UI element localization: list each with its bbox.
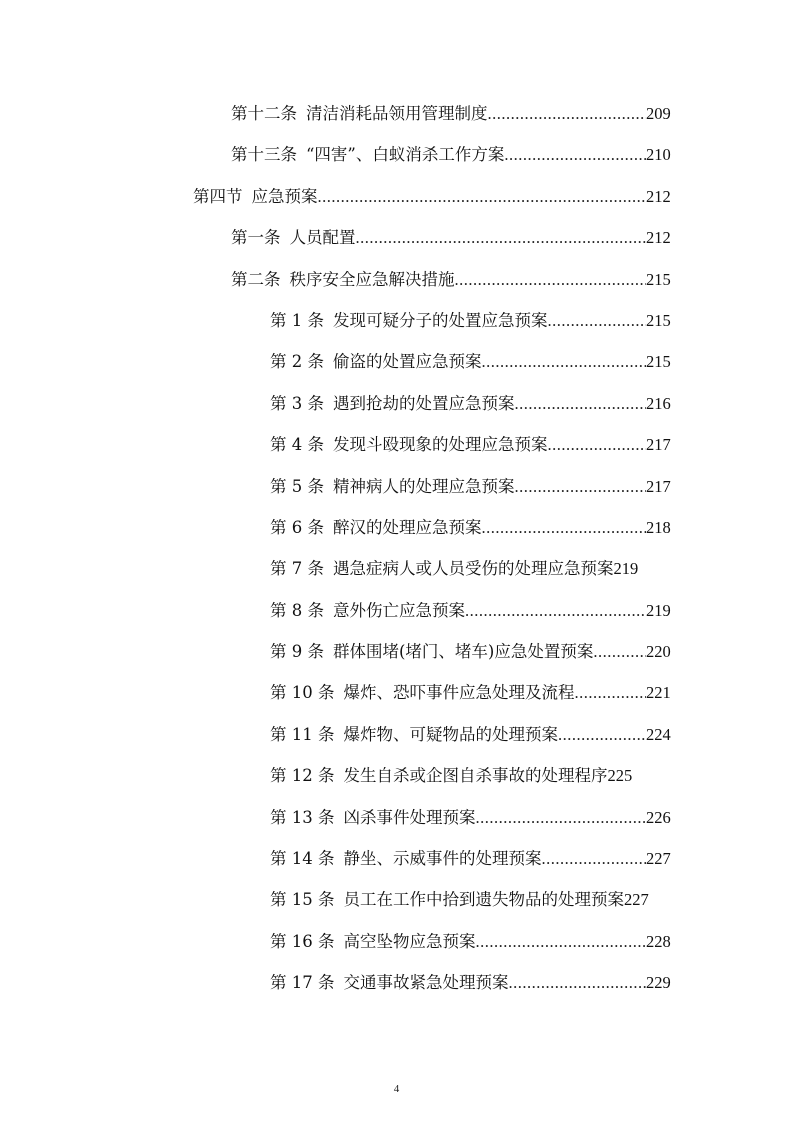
- toc-entry[interactable]: [0, 93, 793, 134]
- toc-entry-number: 第 14 条: [270, 849, 335, 869]
- toc-entry[interactable]: [0, 383, 793, 424]
- toc-dot-leader: [575, 672, 647, 713]
- toc-dot-leader: [593, 631, 646, 672]
- toc-entry[interactable]: [0, 259, 793, 300]
- toc-entry[interactable]: [0, 507, 793, 548]
- toc-entry-page: 225: [607, 766, 633, 786]
- toc-entry-number: 第 10 条: [270, 683, 335, 703]
- toc-entry-number: 第 17 条: [270, 973, 335, 993]
- toc-entry[interactable]: [0, 755, 793, 796]
- toc-entry-number: 第十三条: [231, 145, 297, 165]
- toc-dot-leader: [318, 176, 647, 217]
- toc-entry-number: 第 16 条: [270, 931, 335, 951]
- toc-dot-leader: [548, 300, 647, 341]
- toc-dot-leader: [542, 838, 647, 879]
- toc-dot-leader: [482, 507, 647, 548]
- toc-entry-number: 第 2 条: [270, 352, 324, 372]
- toc-entry-title: “四害”、白蚁消杀工作方案: [306, 145, 505, 165]
- toc-entry-number: 第 1 条: [270, 310, 324, 330]
- toc-dot-leader: [488, 93, 647, 134]
- toc-entry[interactable]: [0, 466, 793, 507]
- toc-entry-title: 遇到抢劫的处置应急预案: [333, 393, 515, 413]
- table-of-contents: [0, 93, 793, 1004]
- toc-entry[interactable]: [0, 921, 793, 962]
- toc-entry-title: 醉汉的处理应急预案: [333, 517, 482, 537]
- toc-entry-title: 应急预案: [251, 186, 318, 206]
- toc-entry[interactable]: [0, 300, 793, 341]
- toc-entry-title: 静坐、示威事件的处理预案: [343, 849, 542, 869]
- toc-entry-page: 217: [646, 435, 671, 455]
- toc-dot-leader: [515, 383, 647, 424]
- toc-entry-number: 第一条: [231, 228, 281, 248]
- toc-entry-page: 224: [646, 724, 671, 744]
- toc-entry[interactable]: [0, 962, 793, 1003]
- toc-entry[interactable]: [0, 176, 793, 217]
- toc-dot-leader: [548, 424, 647, 465]
- toc-entry[interactable]: [0, 341, 793, 382]
- toc-entry-page: 220: [646, 642, 671, 662]
- toc-entry-number: 第 6 条: [270, 517, 324, 537]
- toc-entry[interactable]: [0, 838, 793, 879]
- toc-entry-title: 爆炸、恐吓事件应急处理及流程: [343, 683, 575, 703]
- toc-entry-page: 219: [646, 600, 671, 620]
- toc-entry[interactable]: [0, 714, 793, 755]
- toc-entry-page: 227: [624, 890, 649, 910]
- toc-entry-page: 212: [646, 228, 671, 248]
- toc-entry-page: 227: [646, 849, 671, 869]
- toc-entry-title: 员工在工作中拾到遗失物品的处理预案: [343, 890, 624, 910]
- toc-entry-title: 发现可疑分子的处置应急预案: [333, 310, 548, 330]
- toc-entry-page: 221: [646, 683, 671, 703]
- toc-entry-title: 凶杀事件处理预案: [343, 807, 476, 827]
- toc-entry-page: 228: [646, 931, 671, 951]
- toc-entry-number: 第十二条: [231, 104, 297, 123]
- toc-entry-number: 第 4 条: [270, 435, 324, 455]
- toc-entry-number: 第 15 条: [270, 890, 335, 910]
- toc-entry-number: 第四节: [193, 186, 243, 206]
- toc-dot-leader: [465, 590, 646, 631]
- toc-entry-page: 219: [613, 559, 639, 579]
- toc-entry-number: 第 8 条: [270, 600, 324, 620]
- toc-entry-title: 人员配置: [289, 228, 356, 248]
- toc-dot-leader: [356, 217, 647, 258]
- toc-entry-title: 发现斗殴现象的处理应急预案: [333, 435, 548, 455]
- toc-entry[interactable]: [0, 797, 793, 838]
- toc-entry-page: 218: [646, 517, 671, 537]
- toc-entry-page: 229: [646, 973, 671, 993]
- toc-entry-number: 第 9 条: [270, 642, 324, 662]
- toc-entry[interactable]: [0, 424, 793, 465]
- toc-entry-page: 217: [646, 476, 671, 496]
- toc-entry-page: 210: [646, 145, 671, 165]
- toc-entry-title: 精神病人的处理应急预案: [333, 476, 515, 496]
- toc-entry-title: 交通事故紧急处理预案: [343, 973, 509, 993]
- toc-entry-page: 209: [646, 104, 671, 123]
- toc-dot-leader: [509, 962, 647, 1003]
- toc-entry-number: 第 7 条: [270, 559, 324, 579]
- toc-dot-leader: [558, 714, 646, 755]
- toc-entry-title: 高空坠物应急预案: [343, 931, 476, 951]
- toc-entry[interactable]: [0, 631, 793, 672]
- toc-dot-leader: [455, 259, 647, 300]
- toc-entry-number: 第 13 条: [270, 807, 335, 827]
- toc-entry-title: 意外伤亡应急预案: [333, 600, 465, 620]
- toc-entry-number: 第 12 条: [270, 766, 335, 786]
- toc-entry-title: 清洁消耗品领用管理制度: [306, 104, 488, 123]
- toc-entry-number: 第 3 条: [270, 393, 324, 413]
- toc-dot-leader: [476, 921, 647, 962]
- toc-entry[interactable]: [0, 590, 793, 631]
- toc-entry[interactable]: [0, 879, 793, 920]
- toc-entry[interactable]: [0, 134, 793, 175]
- toc-entry-number: 第二条: [231, 269, 281, 289]
- toc-entry[interactable]: [0, 548, 793, 589]
- toc-dot-leader: [482, 341, 647, 382]
- toc-dot-leader: [476, 797, 647, 838]
- toc-entry[interactable]: [0, 217, 793, 258]
- toc-entry-page: 212: [646, 186, 671, 206]
- toc-dot-leader: [515, 466, 647, 507]
- toc-entry-title: 秩序安全应急解决措施: [289, 269, 455, 289]
- toc-entry-title: 爆炸物、可疑物品的处理预案: [343, 724, 558, 744]
- toc-entry[interactable]: [0, 672, 793, 713]
- toc-entry-number: 第 11 条: [270, 724, 335, 744]
- toc-entry-page: 216: [646, 393, 671, 413]
- toc-entry-page: 215: [646, 269, 671, 289]
- toc-entry-title: 发生自杀或企图自杀事故的处理程序: [343, 766, 608, 786]
- toc-entry-number: 第 5 条: [270, 476, 324, 496]
- toc-entry-title: 群体围堵(堵门、堵车)应急处置预案: [333, 642, 594, 662]
- page-number: 4: [393, 1083, 400, 1095]
- toc-entry-title: 偷盗的处置应急预案: [333, 352, 482, 372]
- toc-entry-page: 215: [646, 352, 671, 372]
- toc-entry-page: 215: [646, 310, 671, 330]
- toc-entry-title: 遇急症病人或人员受伤的处理应急预案: [333, 559, 614, 579]
- toc-dot-leader: [504, 134, 646, 175]
- toc-entry-page: 226: [646, 807, 671, 827]
